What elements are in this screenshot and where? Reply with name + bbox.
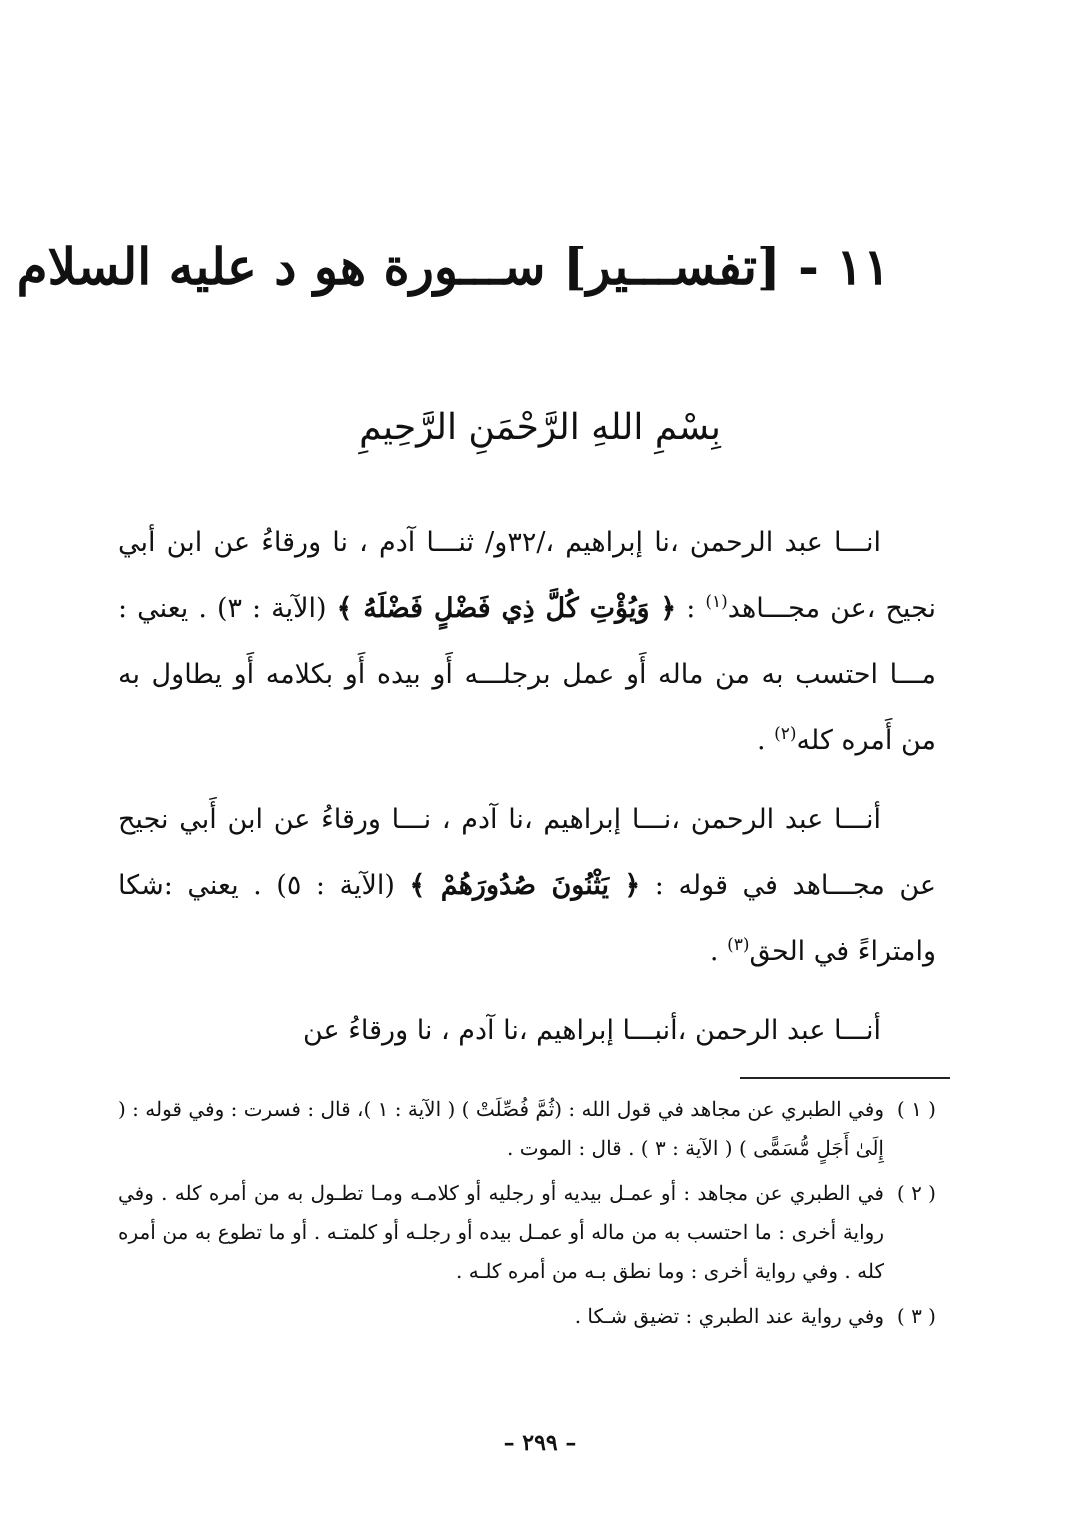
- footnote-3: [118, 1297, 936, 1336]
- paragraph-1-after: (الآية : ٣) . يعني : مـــا احتسب به من ماله أَو عمل برجلـــه أَو بيده أَو بكلامه أَو يطاول به من أَمره كله: [118, 593, 936, 756]
- paragraph-2-end: .: [709, 936, 728, 967]
- footnotes: [118, 1090, 936, 1342]
- paragraph-2-before: أنـــا عبد الرحمن ،نـــا إبراهيم ،نا آدم ، نـــا ورقاءُ عن ابن أَبي نجيح عن مجـــاهد في قوله :: [118, 804, 936, 901]
- footnote-1: [118, 1090, 936, 1168]
- footnote-number: ( ٣ ): [896, 1304, 936, 1328]
- footnote-text: وفي رواية عند الطبري : تضيق شـكا .: [574, 1304, 884, 1328]
- paragraph-1-mid: :: [676, 593, 706, 624]
- paragraph-1-before: انـــا عبد الرحمن ،نا إبراهيم ،/٣٢و/ ثنـــا آدم ، نا ورقاءُ عن ابن أبي نجيح ،عن مجـــاهد: [118, 527, 937, 624]
- paragraph-2: [118, 787, 936, 987]
- footnote-ref-3: (٣): [727, 935, 750, 955]
- footnote-ref-1: (١): [705, 592, 728, 612]
- paragraph-3: [118, 998, 936, 1064]
- paragraph-2-text: [118, 787, 936, 985]
- chapter-title: ١١ - [تفســـير] ســـورة هو د عليه السلام: [16, 237, 890, 296]
- footnote-divider: [740, 1077, 950, 1079]
- footnote-text: في الطبري عن مجاهد : أو عمـل بيديه أو رجليه أو كلامـه ومـا تطـول به من أمره كله . وفي رواية أخرى : ما احتسب به من ماله أو عمـل بيده أو رجلـه أو كلمتـه . أو ما تطوع به من أمره كله . وفي رواية أخرى : وما نطق بـه من أمره كلـه .: [118, 1181, 884, 1283]
- paragraph-3-text: أنـــا عبد الرحمن ،أنبـــا إبراهيم ،نا آدم ، نا ورقاءُ عن: [302, 1015, 881, 1046]
- paragraph-1-end: .: [756, 725, 775, 756]
- footnote-number: ( ٢ ): [896, 1181, 936, 1205]
- footnote-ref-2: (٢): [774, 724, 797, 744]
- footnote-text: وفي الطبري عن مجاهد في قول الله : (ثُمَّ فُصِّلَتْ ) ( الآية : ١ )، قال : فسرت : وفي قوله : ( إِلَىٰ أَجَلٍ مُّسَمًّى ) ( الآية : ٣ ) . قال : الموت .: [118, 1097, 884, 1160]
- paragraph-1: [118, 510, 936, 776]
- footnote-2: [118, 1174, 936, 1291]
- basmala-calligraphy: بِسْمِ اللهِ الرَّحْمَنِ الرَّحِيمِ: [359, 407, 721, 448]
- quran-verse-1: ﴿ وَيُؤْتِ كُلَّ ذِي فَضْلٍ فَضْلَهُ ﴾: [336, 593, 677, 624]
- footnote-number: ( ١ ): [896, 1097, 936, 1121]
- quran-verse-2: ﴿ يَثْنُونَ صُدُورَهُمْ ﴾: [409, 870, 641, 901]
- paragraph-2-after: (الآية : ٥) . يعني :شكا وامتراءً في الحق: [118, 870, 936, 967]
- page-number: – ٢٩٩ –: [503, 1430, 577, 1456]
- paragraph-1-text: [118, 510, 936, 774]
